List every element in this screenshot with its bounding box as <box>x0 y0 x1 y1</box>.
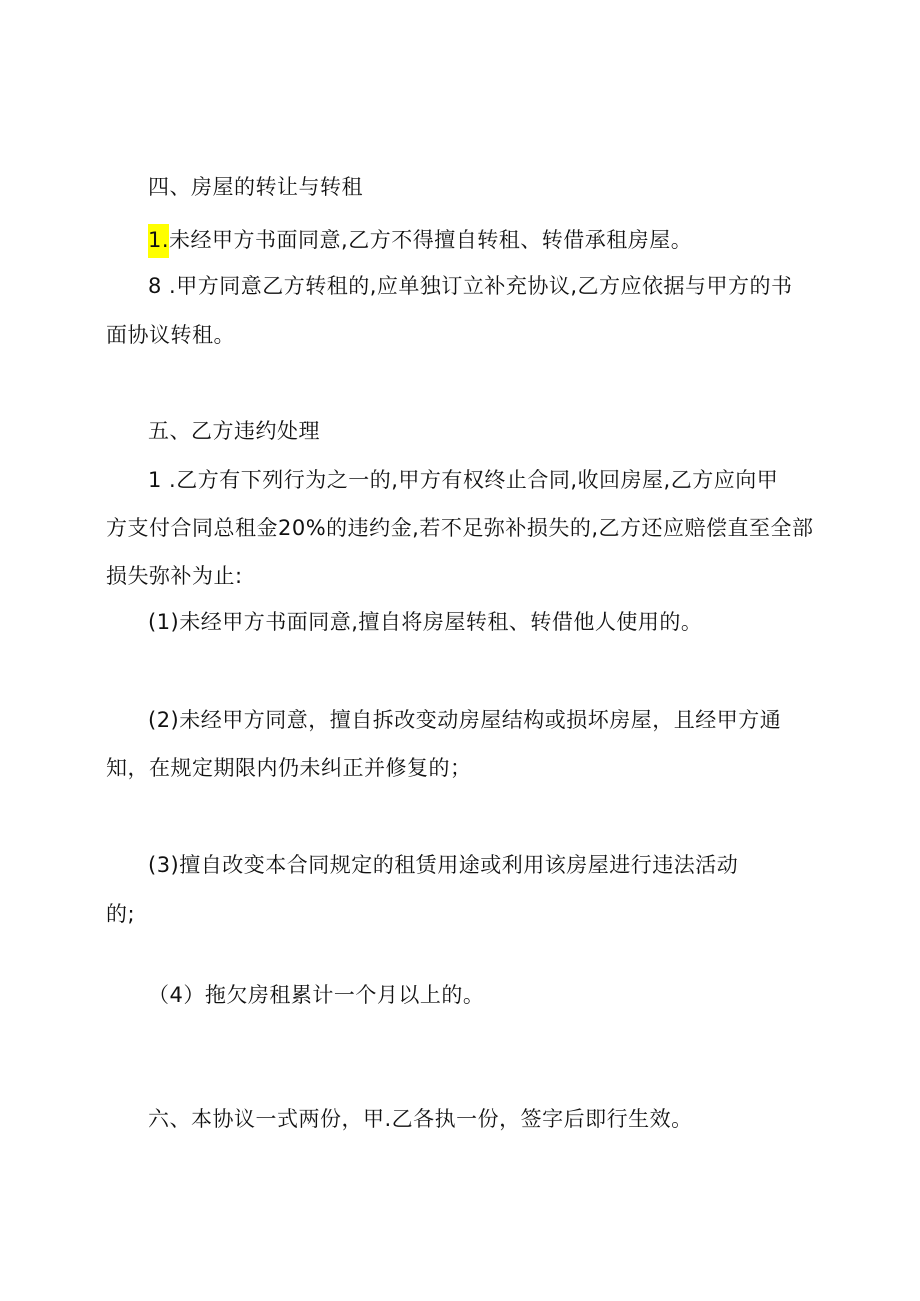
section-5-item-1-line-2: 方支付合同总租金20%的违约金,若不足弥补损失的,乙方还应赔偿直至全部 <box>106 516 814 540</box>
section-5-sub-4: （4）拖欠房租累计一个月以上的。 <box>148 983 485 1007</box>
section-5-sub-1: (1)未经甲方书面同意,擅自将房屋转租、转借他人使用的。 <box>148 610 703 634</box>
section-4-heading: 四、房屋的转让与转租 <box>148 175 363 199</box>
section-4-item-8-line-2: 面协议转租。 <box>106 323 235 347</box>
section-5-item-1-line-1: 1 .乙方有下列行为之一的,甲方有权终止合同,收回房屋,乙方应向甲 <box>148 468 779 492</box>
section-5-sub-3-line-2: 的; <box>106 902 136 926</box>
section-5-sub-2-line-2: 知，在规定期限内仍未纠正并修复的； <box>106 756 472 780</box>
section-4-item-1 <box>148 225 692 255</box>
highlighted-item-number: 1. <box>148 224 169 258</box>
section-5-heading: 五、乙方违约处理 <box>148 419 320 443</box>
section-5-sub-3-line-1: (3)擅自改变本合同规定的租赁用途或利用该房屋进行违法活动 <box>148 853 739 877</box>
section-5-item-1-line-3: 损失弥补为止: <box>106 564 243 588</box>
section-4-item-8-line-1: 8 .甲方同意乙方转租的,应单独订立补充协议,乙方应依据与甲方的书 <box>148 274 793 298</box>
section-4-item-1-text: 未经甲方书面同意,乙方不得擅自转租、转借承租房屋。 <box>169 228 693 252</box>
section-5-sub-2-line-1: (2)未经甲方同意，擅自拆改变动房屋结构或损坏房屋，且经甲方通 <box>148 708 782 732</box>
section-6-text: 六、本协议一式两份，甲.乙各执一份，签字后即行生效。 <box>148 1107 693 1131</box>
